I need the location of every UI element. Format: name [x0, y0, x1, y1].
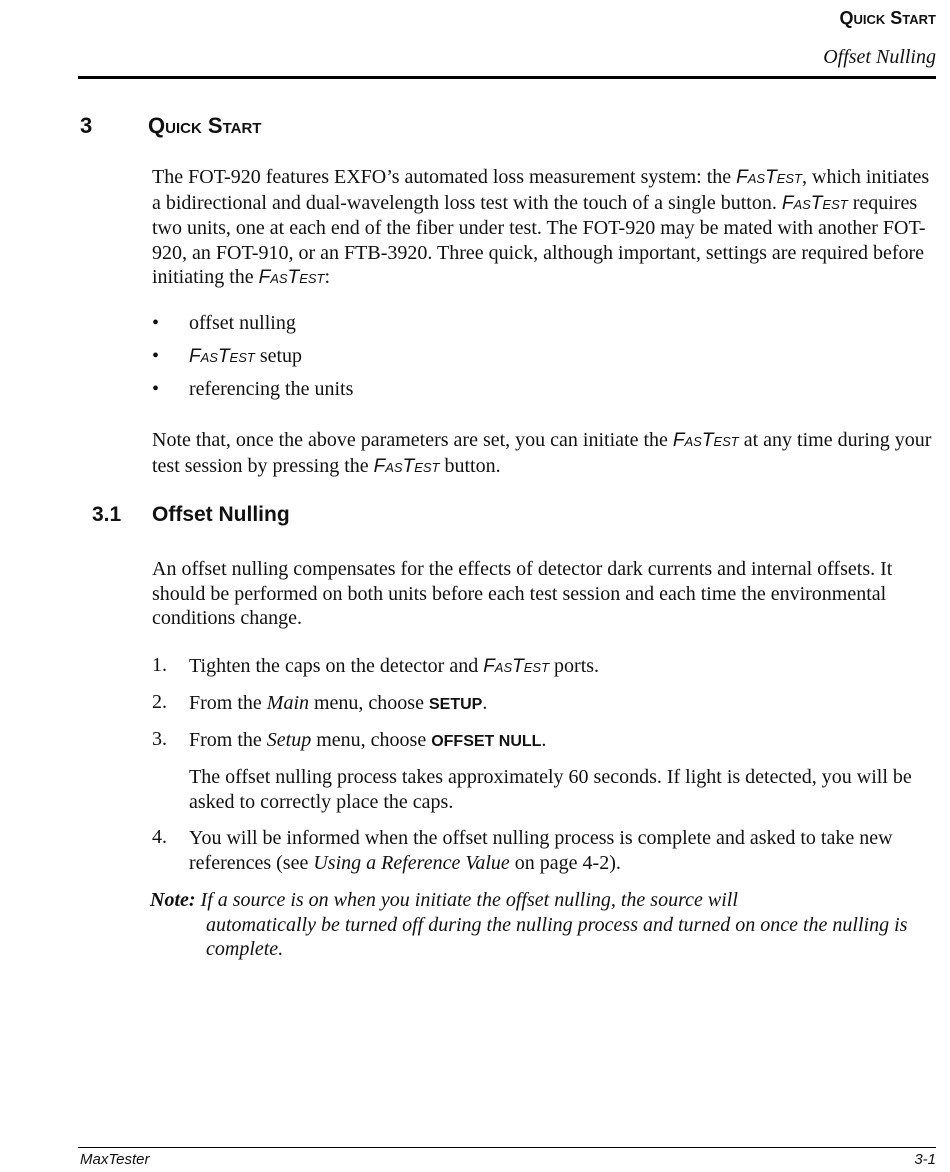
bullet-item-fastest-setup: FasTest setup — [189, 345, 303, 367]
parameters-note-paragraph: Note that, once the above parameters are set, you can initiate the FasTest at any time during your test session by pressing the FasTest button. — [152, 429, 932, 477]
footer-rule — [78, 1147, 936, 1148]
command-name: SETUP — [428, 696, 483, 713]
running-header-subtitle: Offset Nulling — [823, 46, 936, 68]
step-3-text: From the Setup menu, choose OFFSET NULL. — [189, 729, 547, 751]
step-number: 2. — [152, 691, 167, 713]
step-4-text: You will be informed when the offset nulling process is complete and asked to take new references (see Using a Reference Value on page 4-2). — [189, 827, 893, 874]
section-number: 3.1 — [92, 503, 122, 526]
step-2-text: From the Main menu, choose SETUP. — [189, 692, 488, 714]
command-name: OFFSET NULL — [431, 733, 542, 750]
note-block: Note: If a source is on when you initiate the offset nulling, the source will automatically be turned off during the nulling process and turned on once the nulling is complete. — [150, 889, 908, 960]
footer-product-name: MaxTester — [80, 1151, 150, 1168]
footer-page-number: 3-1 — [914, 1151, 936, 1168]
fastest-term: FasTest — [736, 167, 802, 188]
section-intro-paragraph: An offset nulling compensates for the effects of detector dark currents and internal offsets. It should be performed on both units before each test session and each time the environmental conditions change. — [152, 558, 893, 629]
step-number: 1. — [152, 654, 167, 676]
bullet-item-offset-nulling: offset nulling — [189, 312, 296, 334]
step-1-text: Tighten the caps on the detector and FasTest ports. — [189, 655, 600, 677]
cross-reference: Using a Reference Value — [313, 851, 510, 874]
menu-name: Setup — [266, 729, 312, 751]
running-header-title: Quick Start — [839, 8, 936, 28]
menu-name: Main — [266, 692, 309, 714]
fastest-term: FasTest — [781, 192, 848, 214]
note-label: Note: — [150, 889, 196, 911]
header-rule — [78, 76, 936, 79]
intro-paragraph: The FOT-920 features EXFO’s automated loss measurement system: the FasTest, which initiates a bidirectional and dual-wavelength loss test with the touch of a single button. FasTest requires two units, one at each end of the fiber under test. The FOT-920 may be mated with another FOT-920, an FOT-910, or an FTB-3920. Three quick, although important, settings are required before initiating the FasTest: — [152, 166, 930, 288]
fastest-term: FasTest — [258, 267, 325, 288]
step-3-detail: The offset nulling process takes approximately 60 seconds. If light is detected, you will be asked to correctly place the caps. — [189, 766, 912, 813]
section-title: Offset Nulling — [152, 503, 290, 526]
step-number: 4. — [152, 826, 167, 848]
step-number: 3. — [152, 728, 167, 750]
bullet-marker: • — [152, 312, 160, 334]
bullet-marker: • — [152, 378, 160, 400]
chapter-number: 3 — [80, 113, 93, 138]
chapter-title: Quick Start — [148, 113, 262, 138]
bullet-marker: • — [152, 345, 160, 367]
bullet-item-referencing: referencing the units — [189, 378, 354, 400]
